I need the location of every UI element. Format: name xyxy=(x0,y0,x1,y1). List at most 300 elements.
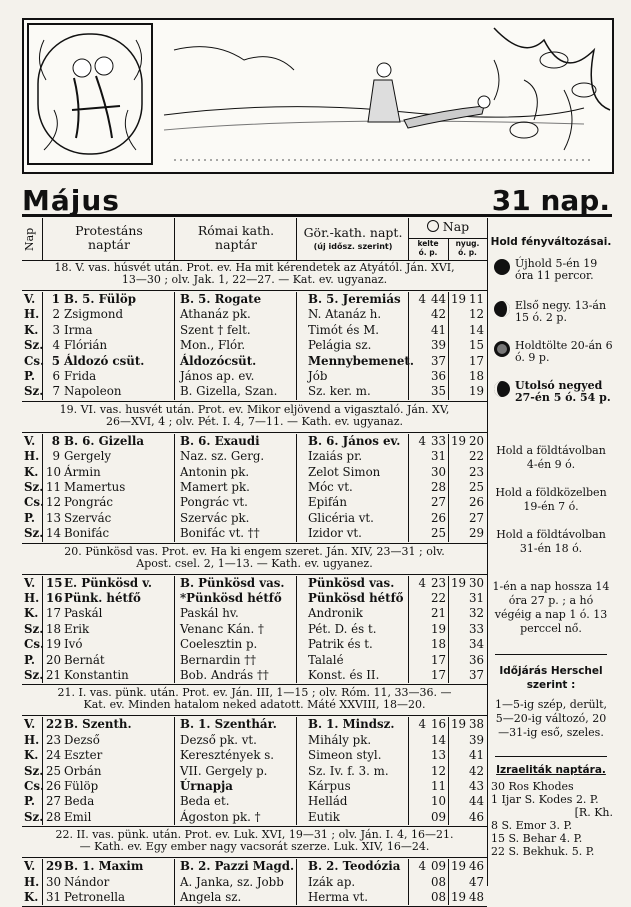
sunset-hour: 19 xyxy=(450,717,466,732)
week-note-line: Kat. ev. Minden hatalom neked adatott. Máté XXVIII, 18—20. xyxy=(83,698,426,712)
roman-catholic-name: Szent † felt. xyxy=(180,322,251,337)
sunrise-minute: 22 xyxy=(430,591,446,605)
roman-catholic-name: Angela sz. xyxy=(180,890,242,904)
sunset-minute: 37 xyxy=(468,668,484,682)
day-row xyxy=(22,338,487,353)
protestant-name: Bernát xyxy=(64,652,105,667)
protestant-name: Petronella xyxy=(64,890,126,904)
header-protestant-line2: naptár xyxy=(88,237,130,252)
day-number: 15 xyxy=(46,575,63,590)
jewish-calendar-entry: 8 S. Emor 3. P. xyxy=(491,819,573,832)
roman-catholic-name: B. Pünkösd vas. xyxy=(180,575,285,590)
column-divider xyxy=(408,576,409,684)
sunrise-minute: 36 xyxy=(430,369,446,383)
day-of-week: H. xyxy=(24,307,40,322)
jewish-calendar-entry: 15 S. Behar 4. P. xyxy=(491,832,583,845)
day-number: 8 xyxy=(51,433,60,448)
sunrise-minute: 08 xyxy=(430,890,446,904)
roman-catholic-name: Áldozócsüt. xyxy=(180,353,257,368)
day-row xyxy=(22,779,487,794)
week-separator xyxy=(22,684,487,685)
sunrise-minute: 17 xyxy=(430,652,446,667)
day-of-week: Cs. xyxy=(24,353,45,368)
day-number: 17 xyxy=(46,606,62,621)
day-of-week: P. xyxy=(24,510,36,525)
greek-catholic-name: Pünkösd vas. xyxy=(308,575,395,590)
day-number: 12 xyxy=(46,495,62,510)
column-divider xyxy=(174,292,175,400)
sunrise-minute: 09 xyxy=(430,859,446,874)
day-number: 31 xyxy=(46,890,62,904)
greek-catholic-name: Andronik xyxy=(308,606,363,621)
column-divider xyxy=(174,859,175,905)
day-number: 10 xyxy=(46,464,62,479)
month-title: Május xyxy=(22,184,120,217)
header-greek-line2: (új idősz. szerint) xyxy=(313,242,393,251)
day-row xyxy=(22,653,487,668)
day-row xyxy=(22,576,487,591)
sunset-minute: 47 xyxy=(468,874,484,889)
phase-text: Újhold 5-én 19 óra 11 percor. xyxy=(515,257,598,282)
day-row xyxy=(22,890,487,905)
week-note-line: 20. Pünkösd vas. Prot. ev. Ha ki engem szeret. Ján. XIV, 23—31 ; olv. xyxy=(64,544,445,558)
sunset-hour: 19 xyxy=(450,859,466,874)
header-rule xyxy=(22,214,612,217)
sunset-minute: 14 xyxy=(468,322,484,337)
sunrise-minute: 25 xyxy=(430,526,446,541)
sunset-minute: 23 xyxy=(468,464,484,479)
day-row xyxy=(22,465,487,480)
day-of-week: V. xyxy=(24,859,36,874)
column-divider xyxy=(42,576,43,684)
protestant-name: Dezső xyxy=(64,732,100,747)
day-number: 3 xyxy=(52,322,60,337)
greek-catholic-name: Herma vt. xyxy=(308,890,369,904)
week-gospel-note xyxy=(22,404,487,433)
roman-catholic-name: Athanáz pk. xyxy=(180,307,251,322)
greek-catholic-name: Sz. ker. m. xyxy=(308,384,371,399)
phase-text: Első negy. 13-án 15 ó. 2 p. xyxy=(515,299,607,324)
day-of-week: V. xyxy=(24,433,36,448)
day-of-week: H. xyxy=(24,449,40,464)
roman-catholic-name: Pongrác vt. xyxy=(180,495,248,510)
header-nap: Nap xyxy=(23,227,36,251)
greek-catholic-name: Timót és M. xyxy=(308,322,380,337)
week-note-line: — Kath. ev. Egy ember nagy vacsorát szerze. Luk. XIV, 16—24. xyxy=(79,840,430,854)
day-row xyxy=(22,794,487,809)
header-sunset-line1: nyug. xyxy=(455,239,480,248)
greek-catholic-name: Mihály pk. xyxy=(308,732,372,747)
column-divider xyxy=(448,717,449,825)
sunrise-hour: 4 xyxy=(418,292,426,306)
roman-catholic-name: Mamert pk. xyxy=(180,480,250,494)
day-number: 5 xyxy=(51,353,60,368)
protestant-name: Erik xyxy=(64,621,90,636)
day-number: 30 xyxy=(46,874,62,889)
sunrise-minute: 39 xyxy=(430,338,446,353)
sunset-minute: 25 xyxy=(468,480,484,494)
sunrise-minute: 26 xyxy=(430,510,446,525)
protestant-name: Paskál xyxy=(64,606,103,621)
column-divider xyxy=(296,434,297,542)
day-row xyxy=(22,434,487,449)
sunrise-minute: 42 xyxy=(430,307,446,322)
day-row xyxy=(22,480,487,495)
sunrise-minute: 10 xyxy=(430,794,446,809)
roman-catholic-name: Bonifác vt. †† xyxy=(180,526,260,541)
day-of-week: Sz. xyxy=(24,384,44,399)
day-number: 25 xyxy=(46,763,62,778)
phase-text: Holdtölte 20-án 6 ó. 9 p. xyxy=(515,339,613,364)
day-row xyxy=(22,733,487,748)
roman-catholic-name: Szervác pk. xyxy=(180,510,250,525)
day-of-week: P. xyxy=(24,652,36,667)
sunset-minute: 48 xyxy=(468,890,484,904)
roman-catholic-name: Mon., Flór. xyxy=(180,338,246,353)
sunrise-minute: 08 xyxy=(430,874,446,889)
sunset-minute: 30 xyxy=(468,575,484,590)
greek-catholic-name: Zelot Simon xyxy=(308,464,381,479)
header-sunset-line2: ó. p. xyxy=(458,248,477,257)
day-number: 1 xyxy=(51,292,60,306)
sunrise-hour: 4 xyxy=(418,717,426,732)
day-row xyxy=(22,354,487,369)
roman-catholic-name: B. 1. Szenthár. xyxy=(180,717,277,732)
full-moon-icon xyxy=(493,340,511,358)
jewish-calendar-entry: 30 Ros Khodes xyxy=(491,780,574,793)
roman-catholic-name: Úrnapja xyxy=(180,779,233,793)
sunset-minute: 36 xyxy=(468,652,484,667)
sunset-minute: 38 xyxy=(468,717,484,732)
day-of-week: H. xyxy=(24,732,40,747)
sunrise-minute: 41 xyxy=(430,322,446,337)
day-number: 28 xyxy=(46,809,62,824)
header-illustration xyxy=(22,18,614,174)
sunset-minute: 12 xyxy=(468,307,484,322)
roman-catholic-name: Keresztények s. xyxy=(180,748,275,763)
day-row xyxy=(22,369,487,384)
header-roman-line1: Római kath. xyxy=(197,223,275,238)
greek-catholic-name: Talalé xyxy=(308,652,344,667)
greek-catholic-name: Epifán xyxy=(308,495,347,510)
day-row xyxy=(22,859,487,874)
protestant-name: Pongrác xyxy=(64,495,113,510)
greek-catholic-name: B. 2. Teodózia xyxy=(308,859,401,874)
header-sunrise-line2: ó. p. xyxy=(418,248,438,257)
roman-catholic-name: B. Gizella, Szan. xyxy=(180,384,278,399)
sunset-minute: 22 xyxy=(468,449,484,464)
day-number: 24 xyxy=(46,748,62,763)
greek-catholic-name: Izák ap. xyxy=(308,874,356,889)
protestant-name: Eszter xyxy=(64,748,103,763)
sunset-minute: 46 xyxy=(468,859,484,874)
month-day-count: 31 nap. xyxy=(491,184,610,217)
protestant-name: Konstantin xyxy=(64,668,129,682)
sunrise-minute: 14 xyxy=(430,732,446,747)
day-number: 21 xyxy=(46,668,62,682)
side-divider xyxy=(487,218,488,886)
sunset-minute: 33 xyxy=(468,621,484,636)
header-greek-line1: Gör.-kath. napt. xyxy=(303,225,403,240)
greek-catholic-name: N. Atanáz h. xyxy=(308,307,382,322)
column-divider xyxy=(296,576,297,684)
sun-icon xyxy=(427,220,439,232)
protestant-name: Orbán xyxy=(64,763,102,778)
protestant-name: Áldozó csüt. xyxy=(64,353,145,368)
first-quarter-icon xyxy=(493,300,511,318)
protestant-name: Fülöp xyxy=(64,779,99,793)
week-note-line: Apost. csel. 2, 1—13. — Kath. ev. ugyanez. xyxy=(136,556,373,570)
protestant-name: E. Pünkösd v. xyxy=(64,575,153,590)
day-of-week: Sz. xyxy=(24,668,44,682)
header-sun xyxy=(410,220,486,234)
day-of-week: V. xyxy=(24,292,36,306)
sunrise-minute: 35 xyxy=(430,384,446,399)
column-divider xyxy=(448,434,449,542)
week-separator xyxy=(22,401,487,402)
protestant-name: B. Szenth. xyxy=(64,717,132,732)
week-note-line: 22. II. vas. pünk. után. Prot. ev. Luk. XVI, 19—31 ; olv. Ján. I. 4, 16—21. xyxy=(55,828,454,842)
phase-text: Utolsó negyed 27-én 5 ó. 54 p. xyxy=(515,379,611,404)
day-of-week: P. xyxy=(24,794,36,809)
day-number: 14 xyxy=(46,526,62,541)
day-number: 4 xyxy=(52,338,60,353)
roman-catholic-name: B. 5. Rogate xyxy=(180,292,262,306)
sunrise-minute: 27 xyxy=(430,495,446,510)
day-number: 7 xyxy=(52,384,60,399)
protestant-name: Frida xyxy=(64,369,97,383)
sunset-minute: 27 xyxy=(468,510,484,525)
jewish-calendar-entry: [R. Kh. xyxy=(574,806,613,819)
greek-catholic-name: Pelágia sz. xyxy=(308,338,372,353)
greek-catholic-name: Patrik és t. xyxy=(308,637,373,652)
protestant-name: Nándor xyxy=(64,874,110,889)
sunset-hour: 19 xyxy=(450,292,466,306)
day-row xyxy=(22,606,487,621)
day-of-week: Sz. xyxy=(24,621,44,636)
sunrise-minute: 28 xyxy=(430,480,446,494)
day-of-week: Cs. xyxy=(24,779,45,793)
roman-catholic-name: János ap. ev. xyxy=(180,369,255,383)
day-of-week: V. xyxy=(24,575,36,590)
sunset-hour: 19 xyxy=(450,575,466,590)
column-divider xyxy=(42,292,43,400)
column-divider xyxy=(174,576,175,684)
spring-scene-illustration xyxy=(24,20,612,172)
moon-perigee: Hold a földközelben 19-én 7 ó. xyxy=(495,486,607,513)
day-of-week: Cs. xyxy=(24,637,45,652)
roman-catholic-name: Coelesztin p. xyxy=(180,637,258,652)
day-row xyxy=(22,526,487,541)
day-of-week: P. xyxy=(24,369,36,383)
day-of-week: Sz. xyxy=(24,763,44,778)
sunset-minute: 29 xyxy=(468,526,484,541)
day-number: 11 xyxy=(46,480,62,494)
day-of-week: Sz. xyxy=(24,338,44,353)
column-divider xyxy=(296,218,297,260)
roman-catholic-name: Paskál hv. xyxy=(180,606,239,621)
column-divider xyxy=(42,434,43,542)
sunset-minute: 43 xyxy=(468,779,484,793)
sunrise-minute: 09 xyxy=(430,809,446,824)
day-of-week: K. xyxy=(24,748,39,763)
column-divider xyxy=(408,859,409,905)
header-roman-line2: naptár xyxy=(215,237,257,252)
protestant-name: Beda xyxy=(64,794,95,809)
moon-apogee-2: Hold a földtávolban 31-én 18 ó. xyxy=(496,528,606,555)
protestant-name: B. 1. Maxim xyxy=(64,859,144,874)
greek-catholic-name: B. 1. Mindsz. xyxy=(308,717,395,732)
day-row xyxy=(22,668,487,683)
greek-catholic-name: Eutik xyxy=(308,809,340,824)
week-note-line: 19. VI. vas. husvét után. Prot. ev. Mikor eljövend a vigasztaló. Ján. XV, xyxy=(59,402,450,416)
roman-catholic-name: *Pünkösd hétfő xyxy=(180,591,282,605)
column-divider xyxy=(296,859,297,905)
roman-catholic-name: B. 2. Pazzi Magd. xyxy=(180,859,295,874)
column-divider xyxy=(174,434,175,542)
sunrise-minute: 12 xyxy=(430,763,446,778)
column-divider xyxy=(42,218,43,260)
calendar-table xyxy=(22,218,487,904)
week-note-line: 21. I. vas. pünk. után. Prot. ev. Ján. III, 1—15 ; olv. Róm. 11, 33—36. — xyxy=(57,686,452,700)
jewish-calendar-entry: 22 S. Bekhuk. 5. P. xyxy=(491,845,595,858)
weather-title: Időjárás Herschel szerint : xyxy=(499,665,603,691)
jewish-calendar-entry: 1 Ijar S. Kodes 2. P. xyxy=(491,793,599,806)
sunrise-minute: 23 xyxy=(430,575,446,590)
greek-catholic-name: Móc vt. xyxy=(308,480,353,494)
sunrise-minute: 21 xyxy=(430,606,446,621)
sunset-minute: 20 xyxy=(468,433,484,448)
header-sunrise-line1: kelte xyxy=(417,239,439,248)
roman-catholic-name: Bob. András †† xyxy=(180,668,269,682)
column-divider xyxy=(408,292,409,400)
header-sun-label: Nap xyxy=(442,219,470,234)
header-greek-catholic xyxy=(298,226,408,254)
column-divider xyxy=(408,434,409,542)
header-protestant xyxy=(44,224,174,252)
roman-catholic-name: Ágoston pk. † xyxy=(180,809,261,824)
protestant-name: Mamertus xyxy=(64,480,126,494)
week-gospel-note xyxy=(22,829,487,858)
column-divider xyxy=(42,717,43,825)
new-moon-icon xyxy=(493,258,511,276)
greek-catholic-name: Izaiás pr. xyxy=(308,449,363,464)
moon-apogee-1: Hold a földtávolban 4-én 9 ó. xyxy=(496,444,606,471)
sunset-minute: 31 xyxy=(468,591,484,605)
day-number: 18 xyxy=(46,621,62,636)
day-of-week: K. xyxy=(24,890,39,904)
sunset-minute: 44 xyxy=(468,794,484,809)
protestant-name: Irma xyxy=(64,322,93,337)
sunrise-minute: 17 xyxy=(430,668,446,682)
day-row xyxy=(22,717,487,732)
roman-catholic-name: Dezső pk. vt. xyxy=(180,732,257,747)
day-of-week: H. xyxy=(24,591,40,605)
day-number: 29 xyxy=(46,859,63,874)
roman-catholic-name: Naz. sz. Gerg. xyxy=(180,449,265,464)
weather-forecast: 1—5-ig szép, derült, 5—20-ig változó, 20—31-ig eső, szeles. xyxy=(494,698,608,739)
sunrise-minute: 19 xyxy=(430,621,446,636)
day-row xyxy=(22,292,487,307)
greek-catholic-name: Jób xyxy=(308,369,328,383)
sunrise-minute: 37 xyxy=(430,353,446,368)
header-roman-catholic xyxy=(176,224,296,252)
day-of-week: V. xyxy=(24,717,36,732)
sunrise-hour: 4 xyxy=(418,575,426,590)
day-row xyxy=(22,307,487,322)
day-number: 19 xyxy=(46,637,62,652)
day-number: 23 xyxy=(46,732,62,747)
day-number: 2 xyxy=(52,307,60,322)
greek-catholic-name: Simeon styl. xyxy=(308,748,382,763)
protestant-name: Szervác xyxy=(64,510,112,525)
week-note-line: 13—30 ; olv. Jak. 1, 22—27. — Kat. ev. ugyanaz. xyxy=(121,273,388,286)
day-row xyxy=(22,810,487,825)
roman-catholic-name: Venanc Kán. † xyxy=(180,621,264,636)
month-header xyxy=(22,184,612,217)
greek-catholic-name: Glicéria vt. xyxy=(308,510,374,525)
side-column xyxy=(489,218,613,886)
day-of-week: Sz. xyxy=(24,526,44,541)
day-length-note: 1-én a nap hossza 14 óra 27 p. ; a hó végéig a nap 1 ó. 13 perccel nő. xyxy=(492,580,610,635)
week-gospel-note xyxy=(22,687,487,716)
sunset-minute: 19 xyxy=(468,384,484,399)
week-note-line: 26—XVI, 4 ; olv. Pét. I. 4, 7—11. — Kath. ev. ugyanaz. xyxy=(105,414,404,428)
protestant-name: Pünk. hétfő xyxy=(64,591,141,605)
day-row xyxy=(22,748,487,763)
column-divider xyxy=(174,717,175,825)
greek-catholic-name: Sz. Iv. f. 3. m. xyxy=(308,763,389,778)
day-of-week: H. xyxy=(24,874,40,889)
sunset-minute: 39 xyxy=(468,732,484,747)
day-row xyxy=(22,495,487,510)
roman-catholic-name: B. 6. Exaudi xyxy=(180,433,260,448)
day-of-week: Sz. xyxy=(24,480,44,494)
week-separator xyxy=(22,543,487,544)
protestant-name: B. 5. Fülöp xyxy=(64,292,136,306)
day-row xyxy=(22,511,487,526)
sunrise-minute: 13 xyxy=(430,748,446,763)
sunset-minute: 32 xyxy=(468,606,484,621)
column-divider xyxy=(448,292,449,400)
day-row xyxy=(22,591,487,606)
sunset-minute: 42 xyxy=(468,763,484,778)
column-divider xyxy=(296,292,297,400)
greek-catholic-name: Pünkösd hétfő xyxy=(308,591,404,605)
sunrise-hour: 4 xyxy=(418,433,426,448)
sunset-minute: 46 xyxy=(468,809,484,824)
day-of-week: K. xyxy=(24,322,39,337)
sunrise-hour: 4 xyxy=(418,859,426,874)
week-gospel-note xyxy=(22,262,487,291)
sunset-minute: 18 xyxy=(468,369,484,383)
day-row xyxy=(22,875,487,890)
jewish-calendar-list xyxy=(491,780,613,858)
day-number: 20 xyxy=(46,652,62,667)
roman-catholic-name: Beda et. xyxy=(180,794,230,809)
header-sunrise xyxy=(408,239,448,257)
day-of-week: Cs. xyxy=(24,495,45,510)
roman-catholic-name: A. Janka, sz. Jobb xyxy=(180,874,284,889)
sunset-minute: 11 xyxy=(468,292,484,306)
sunrise-minute: 33 xyxy=(430,433,446,448)
day-of-week: K. xyxy=(24,606,39,621)
jewish-calendar-title: Izraeliták naptára. xyxy=(496,764,606,776)
roman-catholic-name: VII. Gergely p. xyxy=(180,763,268,778)
column-divider xyxy=(174,218,175,260)
column-divider xyxy=(448,576,449,684)
greek-catholic-name: Pét. D. és t. xyxy=(308,621,377,636)
